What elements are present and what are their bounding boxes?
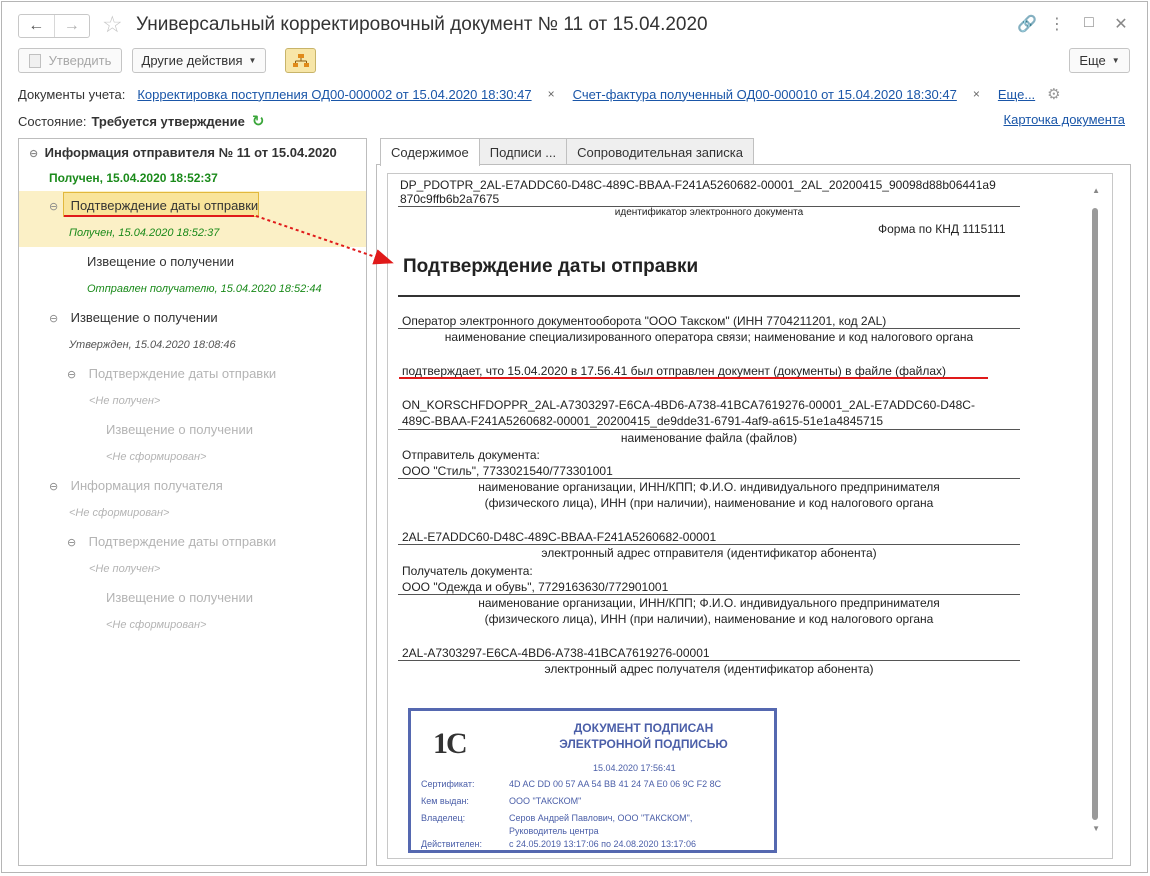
- valid-value: с 24.05.2019 13:17:06 по 24.08.2020 13:17:06: [509, 839, 697, 849]
- arrow-left-icon: ←: [28, 17, 45, 34]
- divider: [398, 544, 1020, 545]
- file-name-line: ON_KORSCHFDOPPR_2AL-A7303297-E6CA-4BD6-A738-41BCA7619276-00001_2AL-E7ADDC60-D48C-: [402, 398, 975, 412]
- knd-form-number: Форма по КНД 1115111: [878, 222, 1006, 236]
- document-id-line: DP_PDOTPR_2AL-E7ADDC60-D48C-489C-BBAA-F241A5260682-00001_2AL_20200415_90098d88b06441a9: [400, 178, 996, 192]
- document-id-line: 870c9ffb6b2a7675: [400, 192, 500, 206]
- 1c-logo: 1С: [433, 727, 466, 760]
- back-button[interactable]: [19, 15, 54, 37]
- chevron-down-icon: ▼: [248, 56, 257, 65]
- tree-item-status: <Не получен>: [89, 395, 161, 407]
- collapse-icon[interactable]: ⊖: [49, 481, 59, 493]
- tree-item-receipt-notice[interactable]: Извещение о получении: [87, 254, 234, 269]
- tree-item-status: <Не сформирован>: [106, 451, 207, 463]
- owner-value: Серов Андрей Павлович, ООО "ТАКСКОМ",: [509, 813, 693, 823]
- accounting-documents: [18, 85, 1061, 103]
- issuer-value: ООО "ТАКСКОМ": [509, 796, 582, 806]
- issuer-label: Кем выдан:: [421, 796, 469, 806]
- more-documents-link[interactable]: Еще...: [997, 86, 1036, 102]
- refresh-icon[interactable]: ↻: [251, 113, 265, 130]
- electronic-signature-stamp: [408, 708, 777, 853]
- valid-label: Действителен:: [421, 839, 483, 849]
- tree-item-send-date-confirmation[interactable]: ⊖ Подтверждение даты отправки: [67, 366, 277, 381]
- collapse-icon[interactable]: ⊖: [29, 148, 39, 160]
- tab-content[interactable]: Содержимое: [380, 138, 480, 166]
- certificate-value: 4D AC DD 00 57 AA 54 BB 41 24 7A E0 06 9C F2 8C: [509, 779, 722, 789]
- divider: [398, 295, 1020, 297]
- tree-item-status: <Не сформирован>: [69, 507, 170, 519]
- tree-item-status: <Не сформирован>: [106, 619, 207, 631]
- content-panel: [376, 164, 1131, 866]
- forward-button[interactable]: [54, 15, 90, 37]
- invoice-received-link[interactable]: Счет-фактура полученный ОД00-000010 от 15.04.2020 18:30:47: [572, 86, 957, 102]
- document-title: Подтверждение даты отправки: [403, 256, 699, 277]
- file-name-line: 489C-BBAA-F241A5260682-00001_20200415_de9dde31-6791-4af9-a615-51e1a4845715: [402, 414, 884, 428]
- sender-address-caption: электронный адрес отправителя (идентификатор абонента): [541, 546, 877, 560]
- accounting-documents-label: Документы учета:: [18, 86, 126, 102]
- collapse-icon[interactable]: ⊖: [49, 201, 59, 213]
- document-preview: [387, 173, 1113, 859]
- tree-item-recipient-info[interactable]: ⊖ Информация получателя: [49, 478, 223, 493]
- state-label: Состояние:: [18, 113, 87, 129]
- window-title: Универсальный корректировочный документ № 11 от 15.04.2020: [136, 14, 708, 35]
- scrollbar[interactable]: [1092, 208, 1098, 820]
- tree-item-status: Утвержден, 15.04.2020 18:08:46: [69, 339, 236, 351]
- receiver-address: 2AL-A7303297-E6CA-4BD6-A738-41BCA7619276-00001: [402, 646, 710, 660]
- stamp-date: 15.04.2020 17:56:41: [593, 763, 676, 773]
- hierarchy-icon: [292, 53, 310, 69]
- remove-link-icon[interactable]: ×: [972, 87, 980, 101]
- collapse-icon[interactable]: ⊖: [67, 369, 77, 381]
- other-actions-label: Другие действия: [141, 53, 243, 68]
- sender-address: 2AL-E7ADDC60-D48C-489C-BBAA-F241A5260682-00001: [402, 530, 717, 544]
- structure-button[interactable]: [285, 48, 316, 73]
- tab-signatures[interactable]: Подписи ...: [479, 138, 567, 165]
- receiver-value: ООО "Одежда и обувь", 7729163630/772901001: [402, 580, 669, 594]
- receiver-address-caption: электронный адрес получателя (идентификатор абонента): [544, 662, 874, 676]
- other-actions-button[interactable]: [132, 48, 266, 73]
- tree-item-receipt-notice[interactable]: Извещение о получении: [106, 422, 253, 437]
- divider: [398, 478, 1020, 479]
- tree-item-receipt-notice[interactable]: ⊖ Извещение о получении: [49, 310, 218, 325]
- scroll-up-icon[interactable]: ▲: [1092, 186, 1100, 195]
- tab-cover-note[interactable]: Сопроводительная записка: [566, 138, 754, 165]
- certificate-label: Сертификат:: [421, 779, 475, 789]
- tree-item-status: Отправлен получателю, 15.04.2020 18:52:44: [87, 283, 322, 295]
- chevron-down-icon: ▼: [1111, 56, 1120, 65]
- content-tabs: [380, 138, 753, 165]
- tree-item-send-date-confirmation[interactable]: ⊖ Подтверждение даты отправки: [49, 198, 259, 213]
- tree-item-status: <Не получен>: [89, 563, 161, 575]
- owner-position: Руководитель центра: [509, 826, 599, 836]
- close-icon[interactable]: ✕: [1114, 16, 1128, 33]
- organization-caption: (физического лица), ИНН (при наличии), наименование и код налогового органа: [484, 496, 934, 510]
- stamp-heading: ЭЛЕКТРОННОЙ ПОДПИСЬЮ: [559, 737, 728, 751]
- organization-caption: (физического лица), ИНН (при наличии), наименование и код налогового органа: [484, 612, 934, 626]
- sender-value: ООО "Стиль", 7733021540/773301001: [402, 464, 613, 478]
- tree-item-status: Получен, 15.04.2020 18:52:37: [49, 171, 218, 185]
- window-controls: [1017, 14, 1129, 34]
- document-id-caption: идентификатор электронного документа: [614, 207, 804, 218]
- receiver-label: Получатель документа:: [402, 564, 533, 578]
- more-vertical-icon[interactable]: ⋮: [1049, 16, 1065, 33]
- divider: [398, 328, 1020, 329]
- approve-button[interactable]: [18, 48, 122, 73]
- exchange-tree: [18, 138, 367, 866]
- approve-button-label: Утвердить: [48, 53, 112, 68]
- scroll-down-icon[interactable]: ▼: [1092, 824, 1100, 833]
- tree-item-receipt-notice[interactable]: Извещение о получении: [106, 590, 253, 605]
- document-window: [1, 1, 1148, 873]
- confirmation-line: подтверждает, что 15.04.2020 в 17.56.41 был отправлен документ (документы) в файле (файлах): [402, 364, 947, 378]
- navigation-buttons: [18, 14, 90, 38]
- sender-label: Отправитель документа:: [402, 448, 540, 462]
- document-icon: [29, 54, 41, 68]
- document-card-link[interactable]: Карточка документа: [1003, 112, 1125, 127]
- more-button[interactable]: [1069, 48, 1130, 73]
- tree-item-status: Получен, 15.04.2020 18:52:37: [69, 227, 220, 239]
- favorite-star-icon[interactable]: ☆: [102, 11, 123, 37]
- file-name-caption: наименование файла (файлов): [620, 431, 798, 445]
- document-state: [18, 112, 264, 130]
- maximize-icon[interactable]: □: [1084, 14, 1094, 31]
- collapse-icon[interactable]: ⊖: [67, 537, 77, 549]
- more-button-label: Еще: [1079, 53, 1106, 68]
- correction-receipt-link[interactable]: Корректировка поступления ОД00-000002 от 15.04.2020 18:30:47: [137, 86, 532, 102]
- remove-link-icon[interactable]: ×: [547, 87, 555, 101]
- arrow-right-icon: →: [63, 17, 80, 34]
- tree-item-sender-info[interactable]: ⊖ Информация отправителя № 11 от 15.04.2020: [29, 145, 337, 160]
- tree-item-send-date-confirmation[interactable]: ⊖ Подтверждение даты отправки: [67, 534, 277, 549]
- divider: [398, 429, 1020, 430]
- organization-caption: наименование организации, ИНН/КПП; Ф.И.О. индивидуального предпринимателя: [478, 480, 940, 494]
- organization-caption: наименование организации, ИНН/КПП; Ф.И.О. индивидуального предпринимателя: [478, 596, 940, 610]
- divider: [398, 594, 1020, 595]
- operator-caption: наименование специализированного оператора связи; наименование и код налогового органа: [444, 330, 974, 344]
- link-icon[interactable]: 🔗: [1017, 16, 1037, 33]
- divider: [398, 660, 1020, 661]
- stamp-heading: ДОКУМЕНТ ПОДПИСАН: [573, 721, 714, 735]
- state-value: Требуется утверждение: [91, 113, 245, 129]
- gear-icon[interactable]: ⚙: [1047, 86, 1061, 103]
- owner-label: Владелец:: [421, 813, 466, 823]
- collapse-icon[interactable]: ⊖: [49, 313, 59, 325]
- operator-line: Оператор электронного документооборота "ООО Такском" (ИНН 7704211201, код 2AL): [402, 314, 887, 328]
